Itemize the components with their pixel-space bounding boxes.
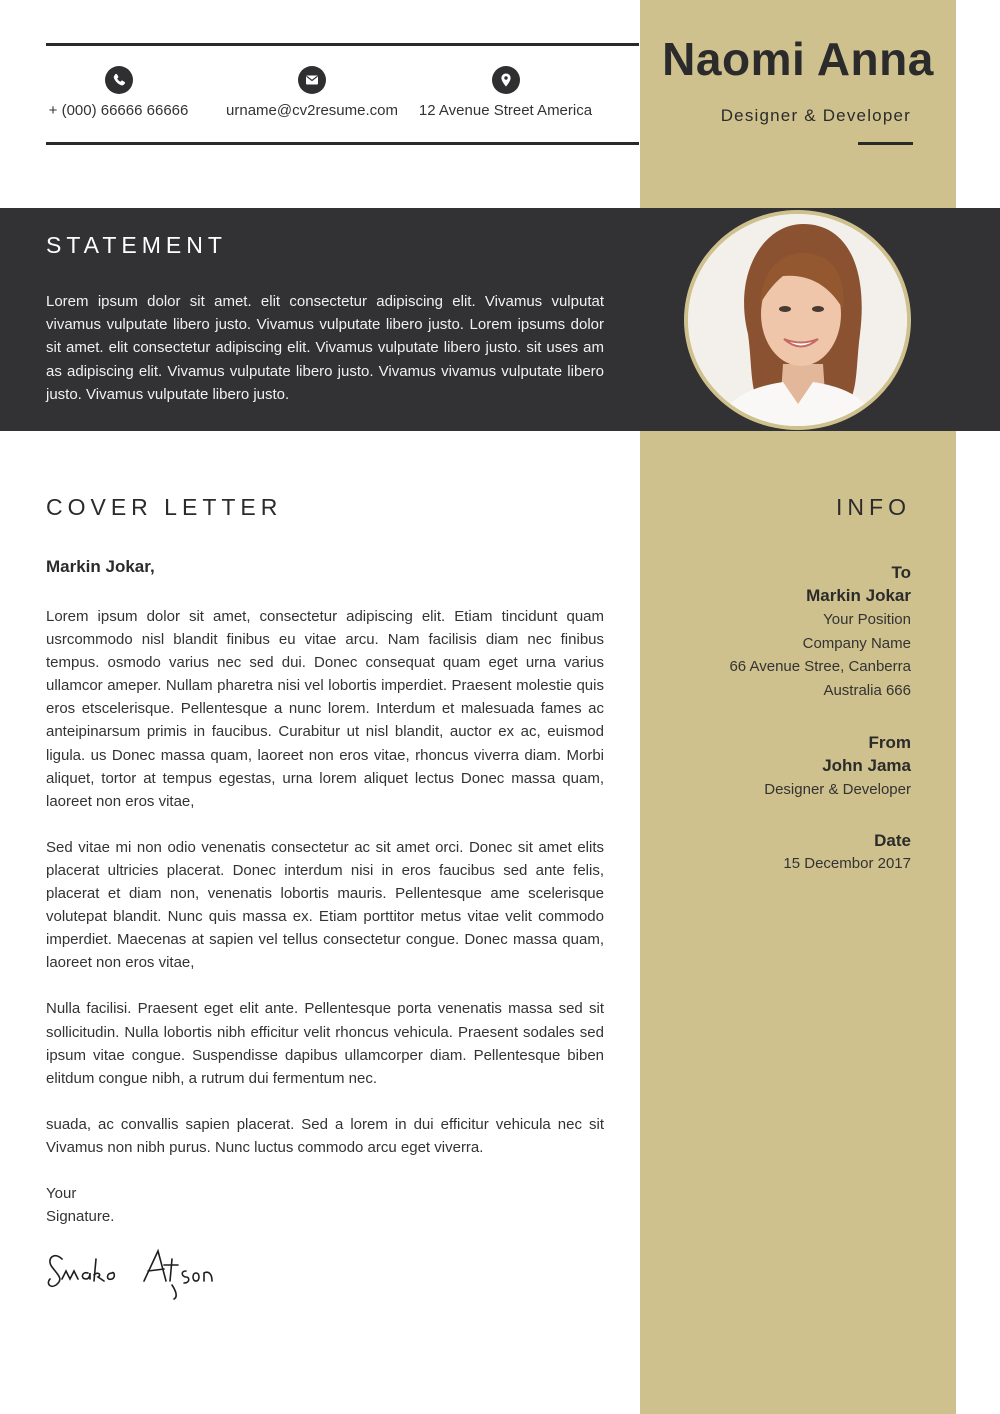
contact-address xyxy=(415,66,596,119)
location-pin-icon xyxy=(492,66,520,94)
to-company: Company Name xyxy=(802,634,911,652)
phone-icon xyxy=(105,66,133,94)
letter-paragraph: Lorem ipsum dolor sit amet, consectetur adipiscing elit. Etiam tincidunt quam usrcommodo nisl blandit finibus eu vitae arcu. Nam facilisis diam nec finibus tempus. osmodo varius nec sed dui. Donec consequat quam eget urna varius ullamcor ameper. Nullam pharetra nisi vel lobortis imperdiet. Praesent molestie quis eros etscelerisque. Pellentesque a nunc lorem. Interdum et malesuada fames ac anteipinarsum primis in faucibus. Curabitur ut nisl blandit, auctor ex ac, euismod ligula. us Donec massa quam, laoreet non eros vitae, rhoncus viverra diam. Morbi aliquet, tortor at tempus egestas, urna lorem aliquet lectus Donec massa quam, laoreet non eros vitae, xyxy=(46,608,604,810)
envelope-icon xyxy=(298,66,326,94)
date-value: 15 Decembor 2017 xyxy=(783,855,911,872)
info-sender-block xyxy=(640,731,911,802)
contact-phone xyxy=(46,66,191,119)
from-role: Designer & Developer xyxy=(764,781,911,798)
address-text: 12 Avenue Street America xyxy=(418,102,593,119)
statement-text: Lorem ipsum dolor sit amet. elit consectetur adipiscing elit. Vivamus vulputat vivamus vulputate libero justo. Vivamus vulputate libero justo. Lorem ipsums dolor sit amet. elit consectetur adipiscing elit. Vivamus vulputate libero justo. sit uses am as adipiscing elit. Vivamus vulputate libero justo. Vivamus vivamus vulputate libero justo. Vivamus vulputate libero justo. xyxy=(46,293,604,403)
to-name: Markin Jokar xyxy=(806,586,911,605)
to-address-line: 66 Avenue Stree, Canberra xyxy=(729,658,911,675)
email-text: urname@cv2resume.com xyxy=(226,102,398,119)
to-address-line: Australia 666 xyxy=(823,681,911,699)
profile-photo xyxy=(684,210,911,430)
to-position: Your Position xyxy=(823,611,911,628)
info-date-block xyxy=(640,829,911,876)
contact-top-rule xyxy=(46,43,639,46)
closing-line: Signature. xyxy=(46,1208,115,1225)
handwritten-signature xyxy=(44,1245,219,1310)
contact-email xyxy=(218,66,406,119)
from-label: From xyxy=(868,733,911,752)
contact-bottom-rule xyxy=(46,142,639,145)
cover-letter-heading: COVER LETTER xyxy=(46,494,283,520)
letter-body xyxy=(46,605,604,1182)
date-label: Date xyxy=(874,831,911,850)
closing-line: Your xyxy=(46,1185,77,1202)
phone-text: + (000) 66666 66666 xyxy=(48,102,189,119)
letter-paragraph: suada, ac convallis sapien placerat. Sed a lorem in dui efficitur vehicula nec sit Vivamus non nibh purus. Nunc luctus commodo arcu eget viverra. xyxy=(46,1115,604,1156)
letter-closing xyxy=(46,1182,114,1228)
to-label: To xyxy=(891,563,911,582)
candidate-role: Designer & Developer xyxy=(720,106,911,125)
info-heading: INFO xyxy=(836,494,911,520)
info-recipient-block xyxy=(640,561,911,702)
letter-greeting: Markin Jokar, xyxy=(46,557,155,576)
letter-paragraph: Nulla facilisi. Praesent eget elit ante. Pellentesque porta venenatis massa sed sit sollicitudin. Nulla lobortis nibh efficitur velit rhoncus vehicula. Praesent sodales sed ipsum vitae congue. Suspendisse dapibus ullamcorper diam. Pellentesque biben elitdum congue nibh, a rutrum dui fermentum nec. xyxy=(46,1000,604,1087)
letter-paragraph: Sed vitae mi non odio venenatis consectetur ac sit amet orci. Donec sit amet elits placerat ultricies placerat. Donec interdum nisi in eros faucibus sed ante felis, placerat et diam non, venenatis lobortis mauris. Pellentesque ame scelerisque volutepat blandit. Nunc quis massa ex. Etiam porttitor metus vitae velit commodo imperdiet. Maecenas at sapien vel tellus consectetur congue. Donec massa quam, laoreet non eros vitae, xyxy=(46,838,604,972)
from-name: John Jama xyxy=(822,756,911,775)
role-underline xyxy=(858,142,913,145)
candidate-name: Naomi Anna xyxy=(662,33,934,85)
statement-heading: STATEMENT xyxy=(46,232,227,258)
